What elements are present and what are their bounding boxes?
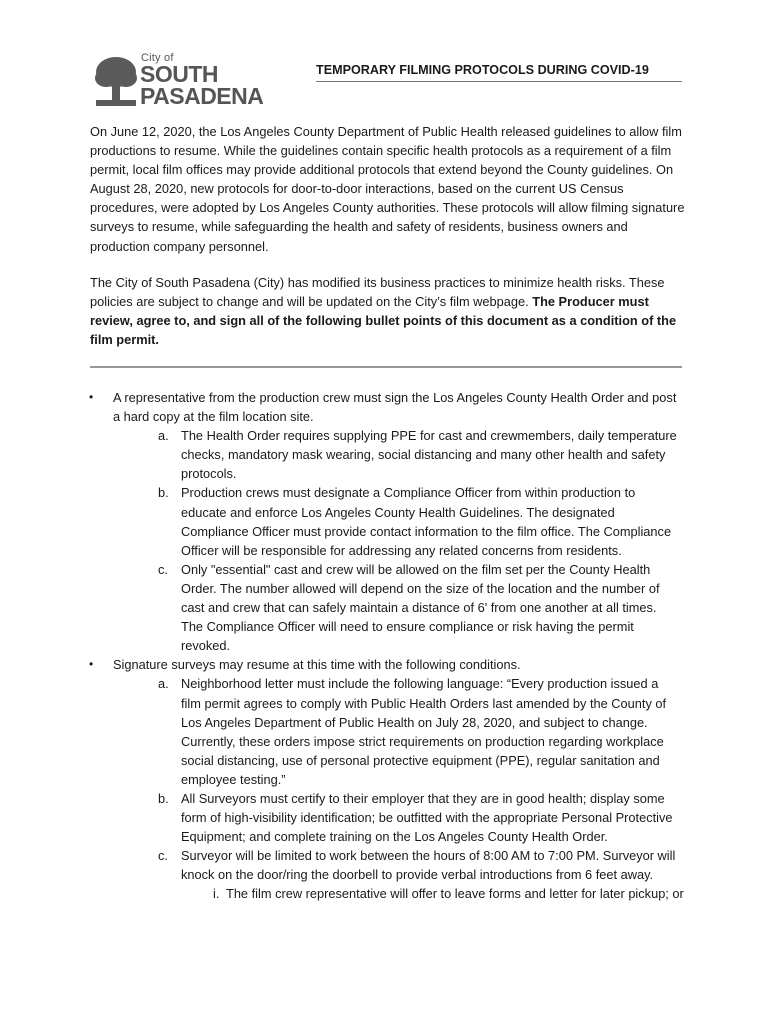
logo-south: SOUTH [140, 61, 218, 87]
sub-item-text: All Surveyors must certify to their employer that they are in good health; display some form of high-visibility identification; be outfitted with the appropriate Personal Protective Equipment; and complete training on the Los Angeles County Health Order. [181, 790, 673, 845]
sub-item-text: Production crews must designate a Compliance Officer from within production to educate and enforce Los Angeles County Health Guidelines. The designated Compliance Officer must provide contact information to the film office. The Compliance Officer will be responsible for addressing any related concerns from residents. [181, 485, 672, 558]
section-divider [90, 366, 682, 368]
protocol-list [0, 388, 770, 904]
sub-sub-item-marker: i. [213, 886, 220, 902]
policy-paragraph [90, 273, 690, 349]
bullet-item [0, 388, 683, 426]
bullet-marker: • [89, 390, 94, 404]
bullet-item [0, 655, 683, 674]
sub-item [0, 674, 681, 789]
policy-bold-text: The Producer must review, agree to, and sign all of the following bullet points of this document as a condition of the film permit. [90, 294, 677, 348]
logo-pasadena: PASADENA [140, 83, 264, 109]
sub-item [0, 560, 681, 655]
sub-item-marker: c. [158, 561, 168, 577]
sub-item-marker: b. [158, 485, 169, 501]
policy-text: The City of South Pasadena (City) has modified its business practices to minimize health risks. These policies are subject to change and will be updated on the City’s film webpage. [90, 275, 665, 310]
logo-city-of: City of [141, 52, 174, 64]
bullet-text: A representative from the production crew must sign the Los Angeles County Health Order and post a hard copy at the film location site. [113, 390, 677, 425]
sub-item-text: Only "essential" cast and crew will be allowed on the film set per the County Health Order. The number allowed will depend on the size of the location and the number of cast and crew that can safely maintain a distance of 6' from one another at all times. The Compliance Officer will need to ensure compliance or risk having the permit revoked. [181, 561, 660, 654]
sub-item-marker: a. [158, 428, 169, 444]
sub-item [0, 483, 681, 559]
sub-item-text: Neighborhood letter must include the following language: “Every production issued a film permit agrees to comply with Public Health Orders last amended by the County of Los Angeles Department of Public Health on July 28, 2020, and subject to change. Currently, these orders impose strict requirements on production regarding workplace social distancing, use of personal protective equipment (PPE), regular sanitation and employee testing.” [181, 676, 667, 787]
intro-paragraph: On June 12, 2020, the Los Angeles County Department of Public Health released guidelines to allow film productions to resume. While the guidelines contain specific health protocols as a requirement of a film permit, local film offices may provide additional protocols that extend beyond the County guidelines. On August 28, 2020, new protocols for door-to-door interactions, based on the current US Census procedures, were adopted by Los Angeles County authorities. These protocols will allow filming signature surveys to resume, while safeguarding the health and safety of residents, business owners and production company personnel. [90, 124, 685, 254]
title-underline [316, 81, 682, 82]
bullet-text: Signature surveys may resume at this time with the following conditions. [113, 657, 521, 673]
sub-item [0, 789, 681, 846]
sub-item-text: The Health Order requires supplying PPE for cast and crewmembers, daily temperature checks, mandatory mask wearing, social distancing and many other health and safety protocols. [181, 428, 677, 482]
sub-sub-item-text: The film crew representative will offer to leave forms and letter for later pickup; or [226, 886, 684, 902]
sub-item [0, 846, 681, 884]
sub-item [0, 426, 681, 483]
sub-sub-item [0, 884, 686, 903]
bullet-marker: • [89, 657, 94, 672]
document-title: TEMPORARY FILMING PROTOCOLS DURING COVID-19 [316, 63, 649, 77]
sub-item-marker: a. [158, 676, 169, 692]
sub-item-marker: b. [158, 790, 169, 806]
tree-icon [94, 54, 138, 110]
sub-item-text: Surveyor will be limited to work between the hours of 8:00 AM to 7:00 PM. Surveyor will knock on the door/ring the doorbell to provide verbal introductions from 6 feet away. [181, 848, 676, 883]
city-logo [94, 52, 270, 112]
sub-item-marker: c. [158, 848, 168, 864]
